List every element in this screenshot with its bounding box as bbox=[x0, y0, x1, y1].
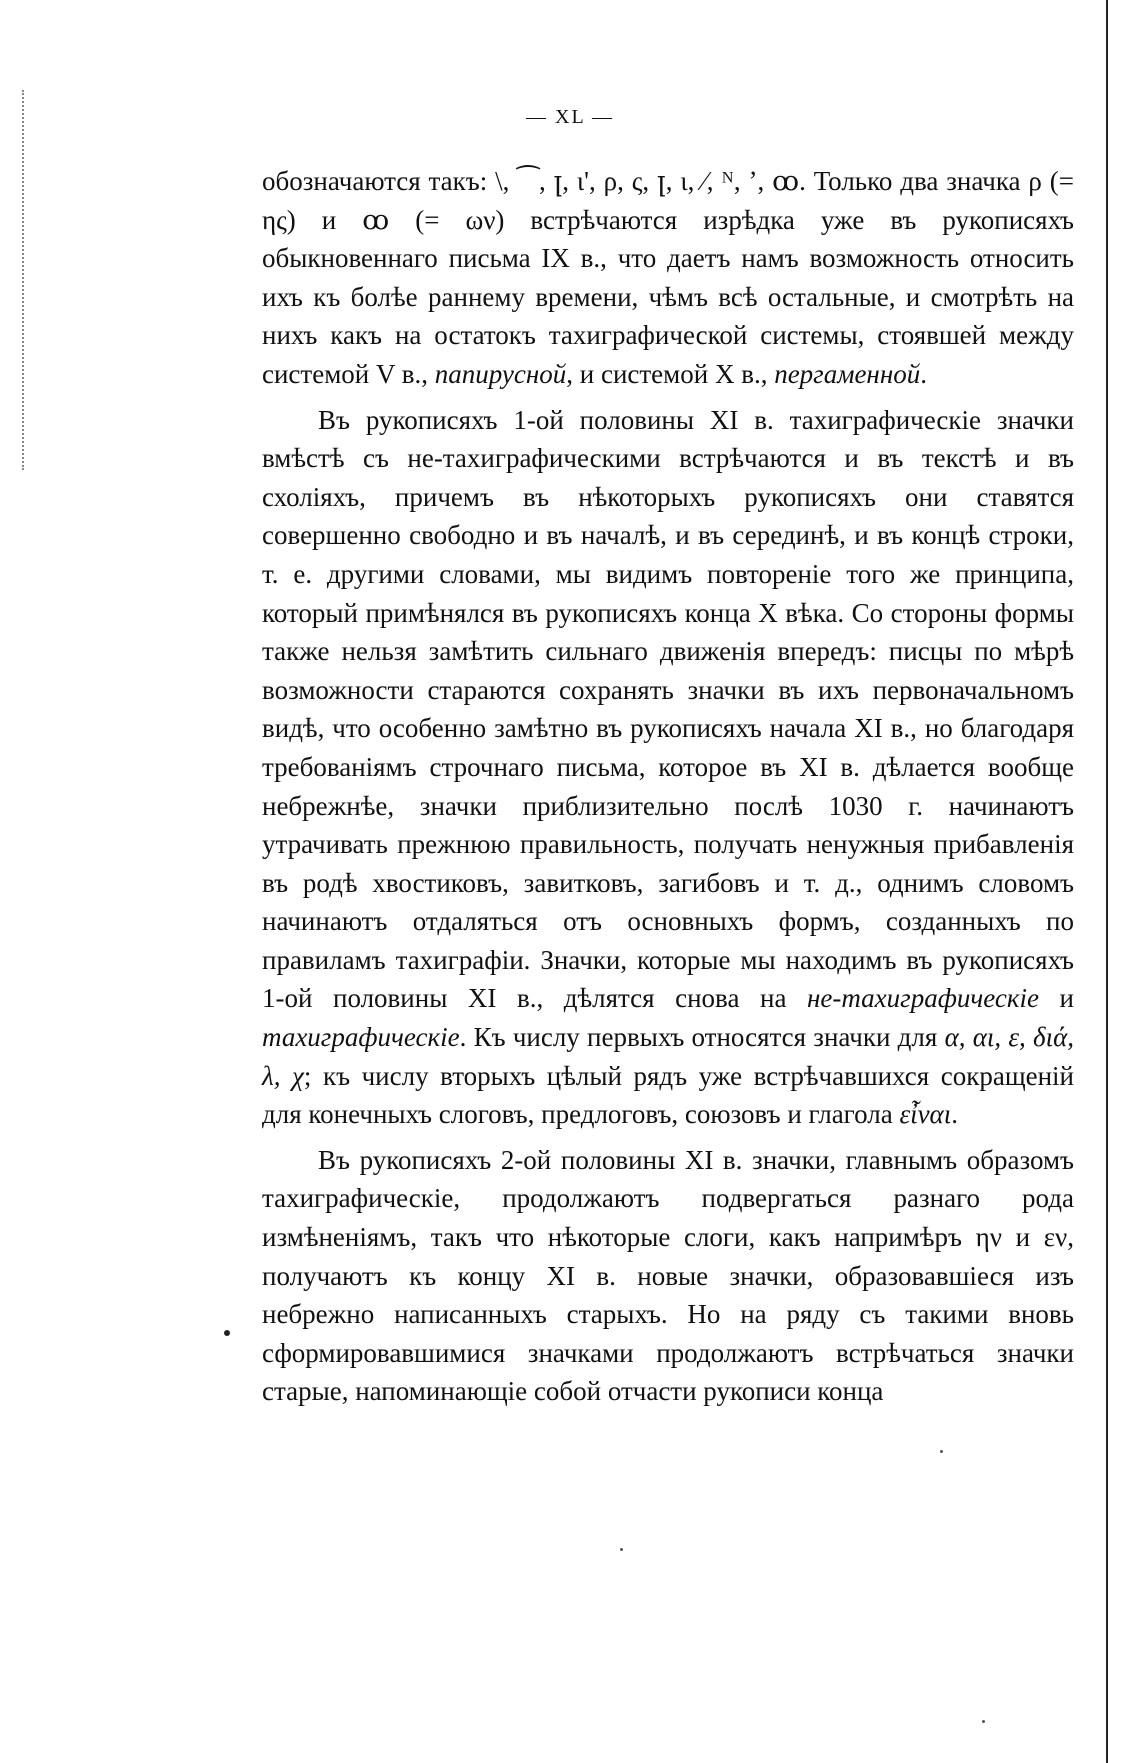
ink-speck bbox=[940, 1450, 943, 1453]
italic-greek-einai: εἶναι bbox=[899, 1099, 952, 1130]
text-run: ; къ числу вторыхъ цѣлый рядъ уже встрѣчавшихся сокращеній для конечныхъ слоговъ, предлоговъ, союзовъ и глагола bbox=[262, 1060, 1074, 1130]
italic-term-parchment: пергаменной bbox=[774, 358, 921, 389]
text-run: . Къ числу первыхъ относятся значки для bbox=[459, 1022, 945, 1053]
paragraph-1 bbox=[262, 162, 1074, 394]
text-run: , и системой X в., bbox=[566, 358, 775, 389]
italic-term-papyrus: папирусной bbox=[434, 358, 567, 389]
page-number-header: — XL — bbox=[526, 106, 614, 128]
paragraph-3 bbox=[262, 1141, 1074, 1411]
paragraph-2 bbox=[262, 401, 1074, 1134]
italic-term-tachygraphic: тахиграфическіе bbox=[262, 1022, 460, 1053]
italic-greek-letters: α, αι, ε, διά, λ, χ bbox=[262, 1022, 1074, 1091]
ink-speck bbox=[620, 1548, 623, 1551]
text-run: Въ рукописяхъ 1-ой половины XI в. тахиграфическіе значки вмѣстѣ съ не-тахиграфическими встрѣчаются и въ текстѣ и въ схоліяхъ, причемъ въ нѣкоторыхъ рукописяхъ они ставятся совершенно свободно и въ началѣ, и въ серединѣ, и въ концѣ строки, т. е. другими словами, мы видимъ повтореніе того же принципа, который примѣнялся въ рукописяхъ конца X вѣка. Со стороны формы также нельзя замѣтить сильнаго движенія впередъ: писцы по мѣрѣ возможности стараются сохранять значки въ ихъ первоначальномъ видѣ, что особенно замѣтно въ рукописяхъ начала XI в., но благодаря требованіямъ строчнаго письма, которое въ XI в. дѣлается вообще небрежнѣе, значки приблизительно послѣ 1030 г. начинаютъ утрачивать прежнюю правильность, получать ненужныя прибавленія въ родѣ хвостиковъ, завитковъ, загибовъ и т. д., однимъ словомъ начинаютъ отдаляться отъ основныхъ формъ, созданныхъ по правиламъ тахиграфіи. Значки, которые мы находимъ въ рукописяхъ 1-ой половины XI в., дѣлятся снова на bbox=[262, 404, 1074, 1014]
text-run: . bbox=[920, 358, 927, 389]
text-run: и bbox=[1038, 983, 1074, 1014]
text-run: обозначаются такъ: \, ⁀, ꞁ, ɩ', ρ, ς, ꞁ, ɩ, ⁄, ᴺ, ʼ, ꝏ. Только два значка ρ (= ης) и ꝏ (= ων) встрѣчаются изрѣдка уже въ рукописяхъ обыкновеннаго письма IX в., что даетъ намъ возможность относить ихъ къ болѣе раннему времени, чѣмъ всѣ остальные, и смотрѣть на нихъ какъ на остатокъ тахиграфической системы, стоявшей между системой V в., bbox=[262, 166, 1074, 389]
text-run: . bbox=[951, 1099, 958, 1130]
ink-speck bbox=[982, 1720, 985, 1723]
text-run: Въ рукописяхъ 2-ой половины XI в. значки, главнымъ образомъ тахиграфическіе, продолжаютъ подвергаться разнаго рода измѣненіямъ, такъ что нѣкоторые слоги, какъ напримѣръ ην и εν, получаютъ къ концу XI в. новые значки, образовавшіеся изъ небрежно написанныхъ старыхъ. Но на ряду съ такими вновь сформировавшимися значками продолжаютъ встрѣчаться значки старые, напоминающіе собой отчасти рукописи конца bbox=[262, 1144, 1074, 1407]
page-edge-rule bbox=[1106, 0, 1108, 1763]
margin-dot-mark bbox=[224, 1330, 230, 1336]
body-text bbox=[262, 162, 1074, 1411]
italic-term-non-tachygraphic: не-тахиграфическіе bbox=[806, 983, 1039, 1014]
margin-dots bbox=[22, 90, 26, 470]
